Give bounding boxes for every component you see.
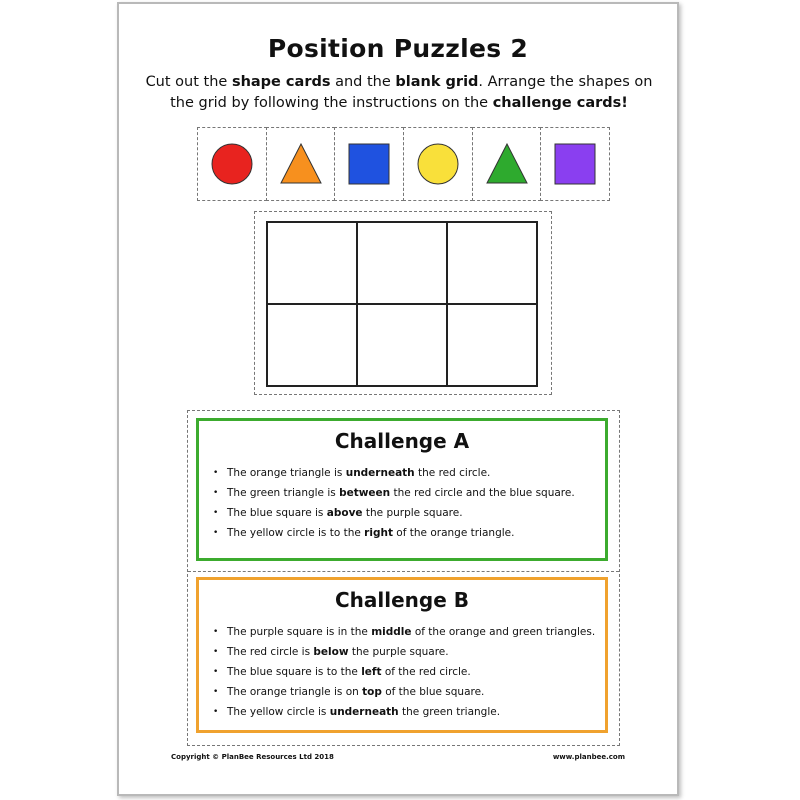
item-text: the purple square. bbox=[348, 646, 449, 658]
cut-line-divider bbox=[188, 571, 619, 572]
grid-cell[interactable] bbox=[357, 304, 447, 386]
shape-card-green-triangle[interactable] bbox=[472, 127, 542, 201]
item-text: The blue square is bbox=[227, 507, 327, 519]
bullet: • bbox=[213, 647, 219, 657]
list-item bbox=[213, 523, 605, 543]
item-text: The green triangle is bbox=[227, 487, 340, 499]
grid-cell[interactable] bbox=[447, 222, 537, 304]
challenge-cards-area bbox=[187, 410, 620, 746]
grid-cell[interactable] bbox=[447, 304, 537, 386]
bullet: • bbox=[213, 528, 219, 538]
list-item bbox=[213, 642, 605, 662]
item-text: the purple square. bbox=[362, 507, 463, 519]
bullet: • bbox=[213, 707, 219, 717]
red-circle-icon bbox=[209, 141, 255, 187]
item-keyword: middle bbox=[371, 626, 412, 638]
blank-grid-card[interactable] bbox=[254, 211, 552, 395]
shape-card-yellow-circle[interactable] bbox=[403, 127, 473, 201]
item-text: the red circle and the blue square. bbox=[390, 487, 575, 499]
website-link[interactable]: www.planbee.com bbox=[552, 753, 625, 761]
item-text: the red circle. bbox=[414, 467, 491, 479]
worksheet-page bbox=[117, 2, 679, 796]
challenge-a-card[interactable] bbox=[196, 418, 608, 561]
challenge-a-title: Challenge A bbox=[334, 429, 470, 453]
bullet: • bbox=[213, 687, 219, 697]
bullet: • bbox=[213, 488, 219, 498]
intro-bold-shape-cards: shape cards bbox=[231, 74, 331, 90]
list-item bbox=[213, 463, 605, 483]
item-text: of the orange triangle. bbox=[392, 527, 515, 539]
grid-cell[interactable] bbox=[357, 222, 447, 304]
item-text: The red circle is bbox=[227, 646, 314, 658]
item-keyword: underneath bbox=[329, 706, 399, 718]
copyright-notice: Copyright © PlanBee Resources Ltd 2018 bbox=[171, 753, 334, 761]
green-triangle-icon bbox=[484, 141, 530, 187]
list-item bbox=[213, 702, 605, 722]
shape-card-purple-square[interactable] bbox=[540, 127, 610, 201]
intro-part: . Arrange the shapes on the grid by following the instructions on the bbox=[170, 74, 653, 111]
bullet: • bbox=[213, 667, 219, 677]
intro-bold-challenge-cards: challenge cards! bbox=[492, 95, 628, 111]
list-item bbox=[213, 682, 605, 702]
intro-text bbox=[139, 72, 659, 114]
orange-triangle-icon bbox=[278, 141, 324, 187]
shape-cards-row bbox=[197, 127, 609, 201]
item-text: The orange triangle is on bbox=[227, 686, 363, 698]
list-item bbox=[213, 503, 605, 523]
list-item bbox=[213, 662, 605, 682]
intro-part: and the bbox=[330, 74, 396, 90]
item-text: of the blue square. bbox=[381, 686, 485, 698]
bullet: • bbox=[213, 468, 219, 478]
item-text: The yellow circle is to the bbox=[227, 527, 365, 539]
item-text: of the orange and green triangles. bbox=[411, 626, 596, 638]
grid-cell[interactable] bbox=[267, 304, 357, 386]
list-item bbox=[213, 483, 605, 503]
item-keyword: underneath bbox=[345, 467, 415, 479]
challenge-b-list bbox=[199, 622, 605, 722]
challenge-a-list bbox=[199, 463, 605, 543]
intro-bold-blank-grid: blank grid bbox=[395, 74, 479, 90]
item-keyword: below bbox=[313, 646, 349, 658]
page-title: Position Puzzles 2 bbox=[267, 34, 529, 63]
item-text: the green triangle. bbox=[398, 706, 501, 718]
item-keyword: left bbox=[361, 666, 382, 678]
bullet: • bbox=[213, 508, 219, 518]
list-item bbox=[213, 622, 605, 642]
item-text: of the red circle. bbox=[381, 666, 471, 678]
item-text: The yellow circle is bbox=[227, 706, 330, 718]
item-keyword: right bbox=[364, 527, 393, 539]
bullet: • bbox=[213, 627, 219, 637]
blank-grid bbox=[266, 221, 538, 387]
grid-cell[interactable] bbox=[267, 222, 357, 304]
intro-part: Cut out the bbox=[145, 74, 232, 90]
yellow-circle-icon bbox=[415, 141, 461, 187]
challenge-b-card[interactable] bbox=[196, 577, 608, 733]
challenge-b-title: Challenge B bbox=[334, 588, 469, 612]
purple-square-icon bbox=[552, 141, 598, 187]
shape-card-orange-triangle[interactable] bbox=[266, 127, 336, 201]
item-keyword: above bbox=[326, 507, 363, 519]
item-keyword: between bbox=[339, 487, 391, 499]
item-text: The purple square is in the bbox=[227, 626, 372, 638]
item-text: The blue square is to the bbox=[227, 666, 362, 678]
shape-card-red-circle[interactable] bbox=[197, 127, 267, 201]
item-text: The orange triangle is bbox=[227, 467, 346, 479]
blue-square-icon bbox=[346, 141, 392, 187]
shape-card-blue-square[interactable] bbox=[334, 127, 404, 201]
item-keyword: top bbox=[362, 686, 382, 698]
